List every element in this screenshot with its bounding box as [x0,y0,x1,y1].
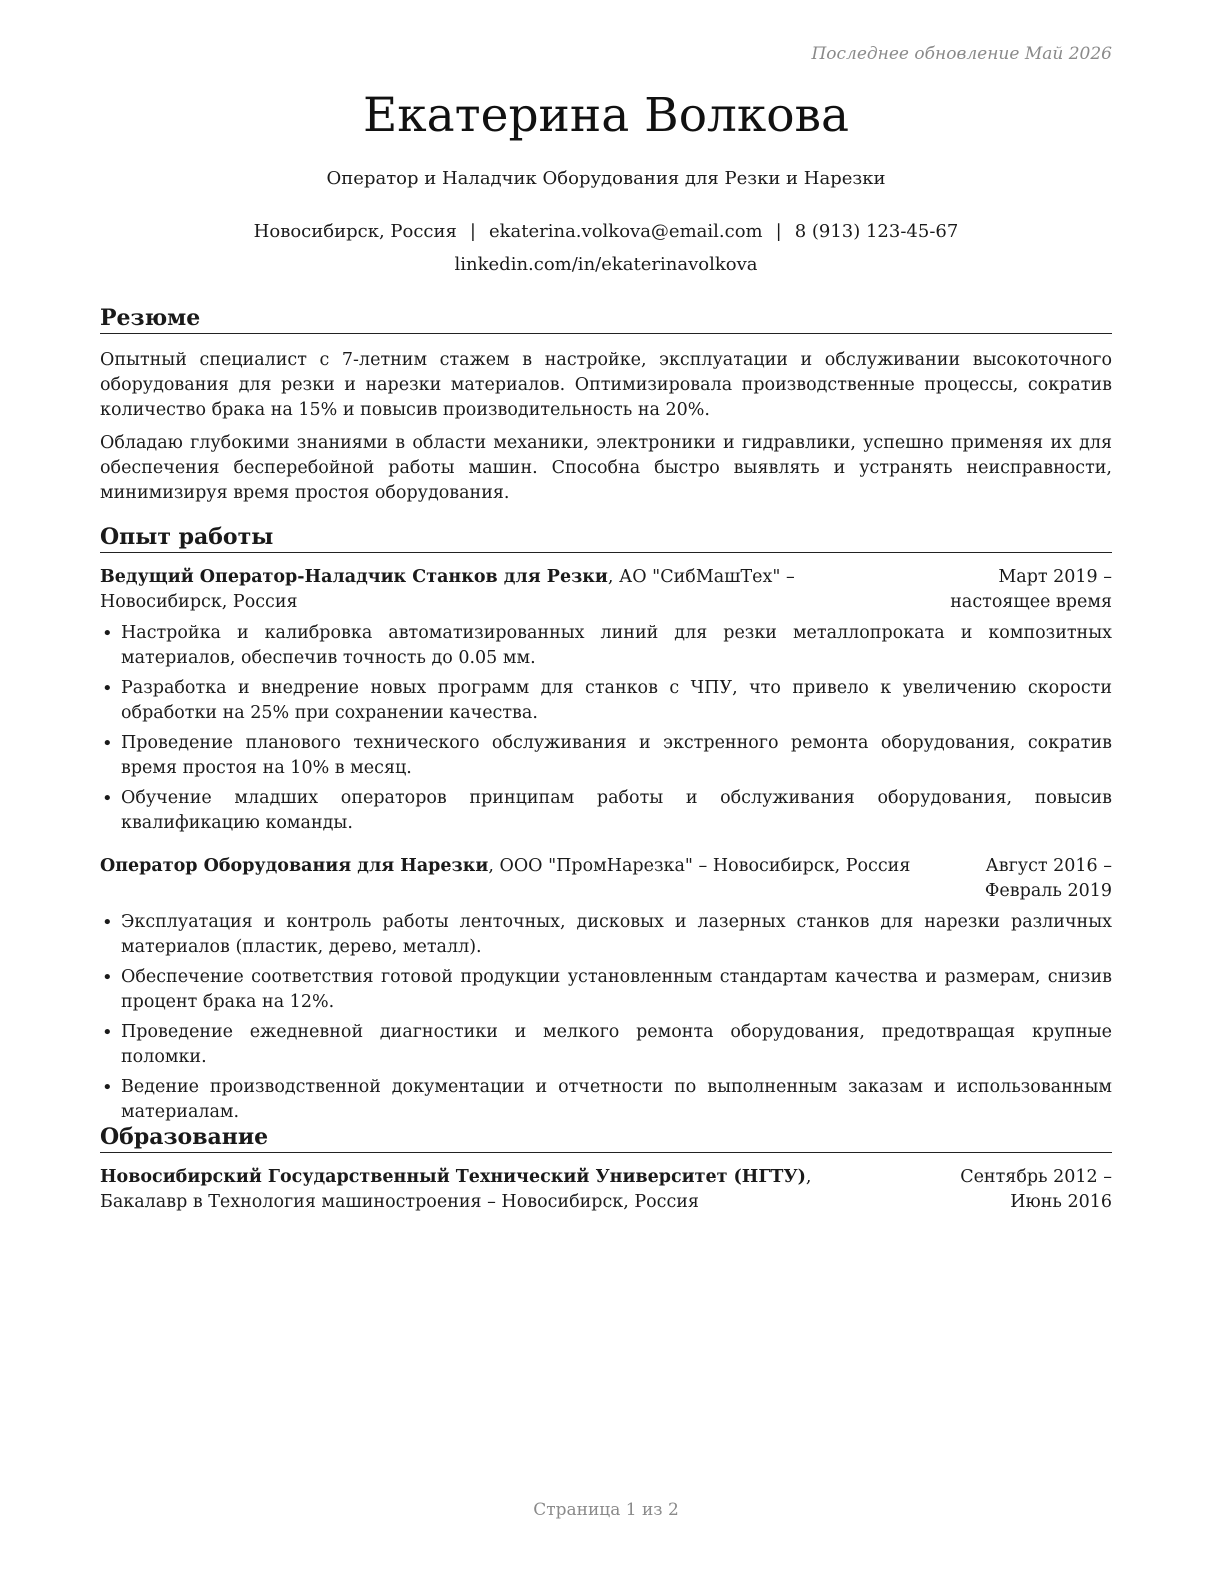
list-item: • Разработка и внедрение новых программ для станков с ЧПУ, что привело к увеличению скорости обработки на 25% при сохранении качества. [100,676,1112,726]
experience-section [100,523,1112,1130]
linkedin-link[interactable]: linkedin.com/in/ekaterinavolkova [454,254,758,275]
job-bullets [100,621,1112,836]
list-item: • Обучение младших операторов принципам работы и обслуживания оборудования, повысив квалификацию команды. [100,786,1112,836]
education-details: , Бакалавр в Технология машиностроения – Новосибирск, Россия [100,1167,812,1212]
contact-separator: | [775,221,782,242]
list-item: • Проведение ежедневной диагностики и мелкого ремонта оборудования, предотвращая крупные поломки. [100,1020,1112,1070]
job-role: Оператор Оборудования для Нарезки [100,856,489,876]
email-link[interactable]: ekaterina.volkova@email.com [488,221,763,242]
section-title-education: Образование [100,1123,1112,1153]
section-title-summary: Резюме [100,304,1112,334]
candidate-headline: Оператор и Наладчик Оборудования для Резки и Нарезки [326,168,886,189]
education-header [100,1165,1112,1215]
contact-line [100,218,1112,246]
job-dates: Август 2016 – Февраль 2019 [984,856,1112,901]
list-item: • Обеспечение соответствия готовой продукции установленным стандартам качества и размерам, снизив процент брака на 12%. [100,965,1112,1015]
job-company: , ООО "ПромНарезка" – Новосибирск, Россия [488,856,911,876]
job-dates: Март 2019 – настоящее время [950,567,1112,612]
education-institution: Новосибирский Государственный Технический Университет (НГТУ) [100,1167,806,1187]
last-updated: Последнее обновление Май 2026 [811,44,1112,64]
job-role: Ведущий Оператор-Наладчик Станков для Резки [100,567,608,587]
list-item: • Проведение планового технического обслуживания и экстренного ремонта оборудования, сократив время простоя на 10% в месяц. [100,731,1112,781]
education-line [100,1165,900,1215]
summary-paragraph: Обладаю глубокими знаниями в области механики, электроники и гидравлики, успешно применяя их для обеспечения бесперебойной работы машин. Способна быстро выявлять и устранять неисправности, минимизируя время простоя оборудования. [100,433,1112,503]
job-header [100,565,1112,615]
job-bullets [100,910,1112,1125]
education-dates: Сентябрь 2012 – Июнь 2016 [960,1167,1112,1212]
summary-section [100,304,1112,506]
list-item: • Ведение производственной документации и отчетности по выполненным заказам и использованным материалам. [100,1075,1112,1125]
section-title-experience: Опыт работы [100,523,1112,553]
candidate-name: Екатерина Волкова [362,88,850,143]
job-title-line [100,565,880,615]
list-item: • Эксплуатация и контроль работы ленточных, дисковых и лазерных станков для нарезки различных материалов (пластик, дерево, металл). [100,910,1112,960]
job-title-line [100,854,911,904]
list-item: • Настройка и калибровка автоматизированных линий для резки металлопроката и композитных материалов, обеспечив точность до 0.05 мм. [100,621,1112,671]
resume-page [100,0,1112,1584]
phone-text: 8 (913) 123-45-67 [794,221,959,242]
job-company: , АО "СибМашТех" – Новосибирск, Россия [100,567,795,612]
contact-separator: | [469,221,476,242]
job-header [100,854,1112,904]
location-text: Новосибирск, Россия [253,221,457,242]
summary-paragraph: Опытный специалист с 7-летним стажем в настройке, эксплуатации и обслуживании высокоточного оборудования для резки и нарезки материалов. Оптимизировала производственные процессы, сократив количество брака на 15% и повысив производительность на 20%. [100,350,1112,420]
education-section [100,1123,1112,1215]
page-number: Страница 1 из 2 [533,1500,679,1520]
